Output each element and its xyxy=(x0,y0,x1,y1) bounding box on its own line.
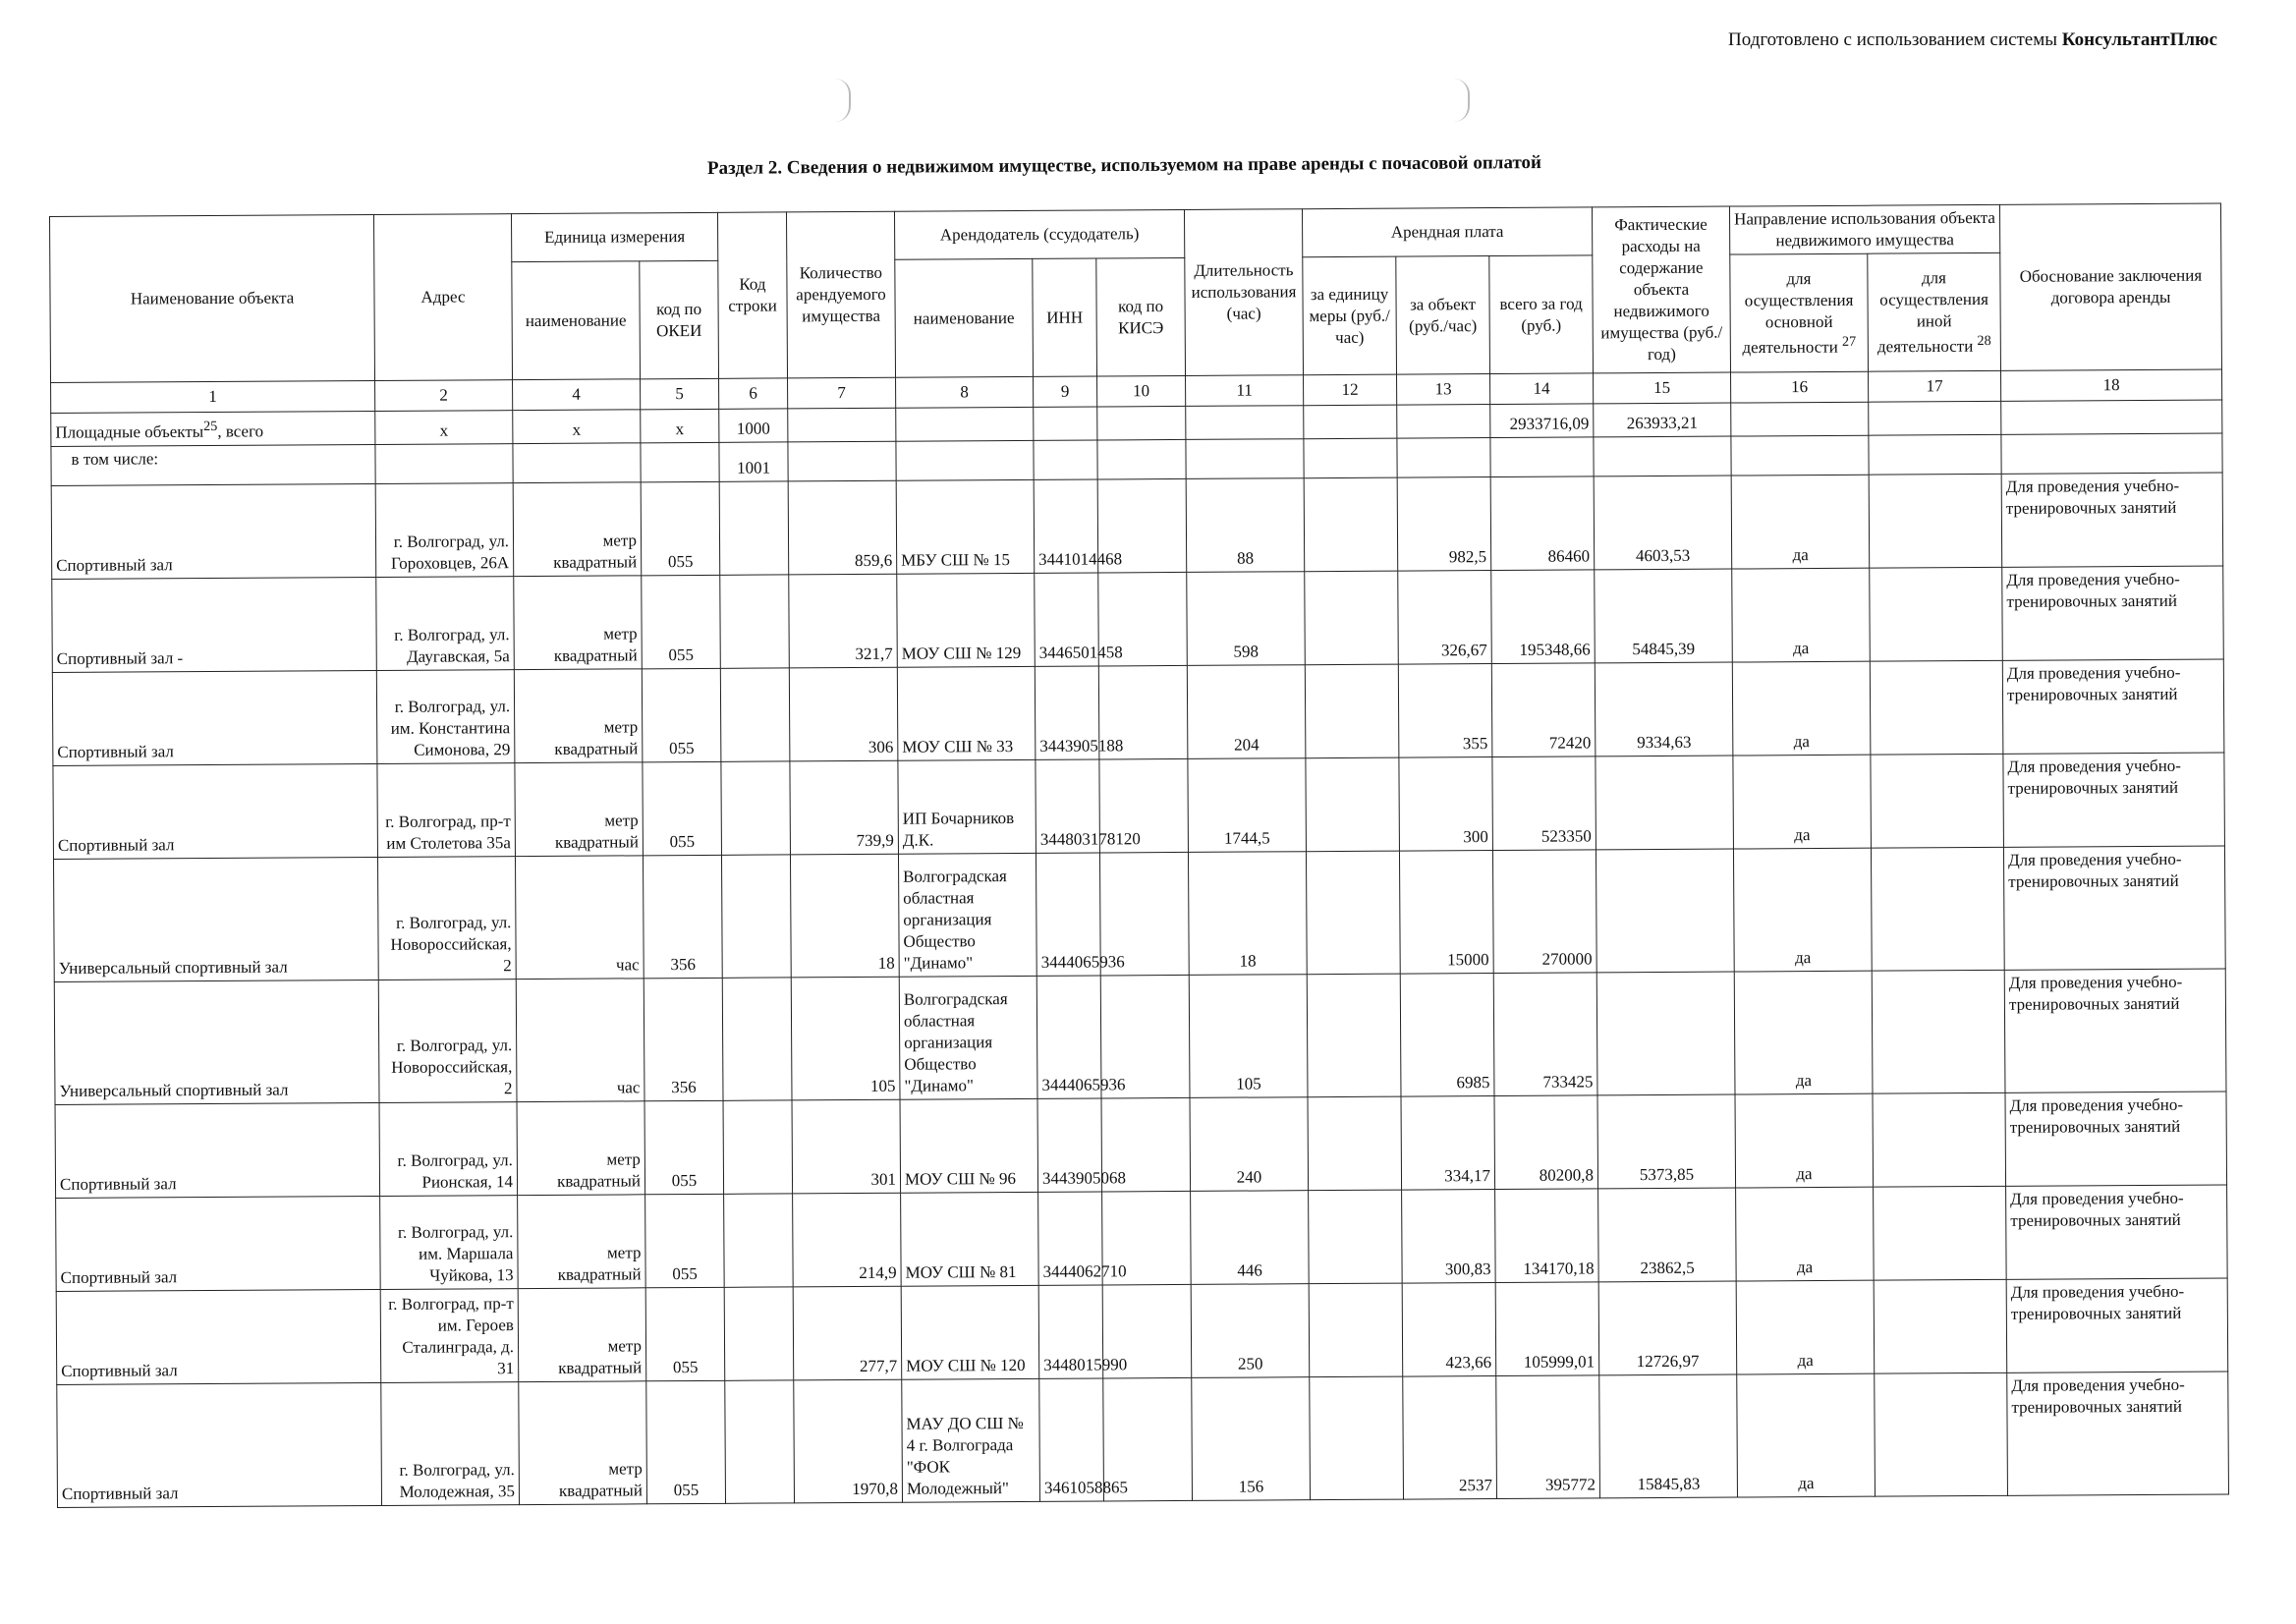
column-number: 16 xyxy=(1731,371,1869,403)
cell-row-code xyxy=(721,855,791,978)
cell-direction-other xyxy=(1870,661,2003,756)
cell-direction-main: да xyxy=(1735,1093,1874,1188)
cell-address: г. Волгоград, пр-т им Столетова 35а xyxy=(377,763,516,858)
cell-quantity: 739,9 xyxy=(790,760,899,855)
cell-rent-object: 334,17 xyxy=(1401,1096,1495,1191)
cell-lessor-inn: 3443905188 xyxy=(1035,666,1099,759)
cell-unit-name: метр квадратный xyxy=(514,576,643,670)
total-actual-costs: 263933,21 xyxy=(1594,403,1731,437)
col-direction-other-text: для осуществления иной деятельности xyxy=(1876,267,1988,357)
cell-direction-other xyxy=(1872,971,2005,1094)
cell-direction-main: да xyxy=(1732,661,1871,756)
cell-direction-main: да xyxy=(1731,475,1870,569)
cell-rent-year: 523350 xyxy=(1492,756,1596,851)
cell-lessor-inn: 3444062710 xyxy=(1038,1192,1103,1285)
col-row-code: Код строки xyxy=(717,212,787,379)
column-number: 18 xyxy=(2000,369,2221,401)
column-number: 17 xyxy=(1869,371,2001,403)
col-rent-unit: за единицу меры (руб./час) xyxy=(1303,256,1397,375)
column-number: 7 xyxy=(788,377,896,409)
binder-hole-mark xyxy=(1454,79,1470,122)
cell-name: Универсальный спортивный зал xyxy=(53,858,378,982)
column-number: 10 xyxy=(1097,376,1186,408)
rental-table xyxy=(49,202,2229,1508)
cell-name: Спортивный зал xyxy=(52,671,377,766)
cell-basis: Для проведения учебно-тренировочных занятий xyxy=(2006,1185,2228,1279)
cell-unit-name: метр квадратный xyxy=(517,1101,645,1196)
cell-basis: Для проведения учебно-тренировочных занятий xyxy=(2002,659,2224,754)
section-title: Раздел 2. Сведения о недвижимом имуществе, используемом на праве аренды с почасовой оплатой xyxy=(706,152,1542,179)
consultant-brand: КонсультантПлюс xyxy=(2061,29,2217,50)
cell-duration: 156 xyxy=(1192,1377,1311,1501)
cell-row-code xyxy=(722,978,792,1100)
col-address: Адрес xyxy=(373,214,512,381)
cell-actual-costs: 12726,97 xyxy=(1598,1281,1737,1375)
cell-direction-main: да xyxy=(1737,1373,1876,1497)
cell-address: г. Волгоград, ул. Молодежная, 35 xyxy=(381,1382,520,1506)
col-actual-costs: Фактические расходы на содержание объекта недвижимого имущества (руб./год) xyxy=(1592,206,1730,373)
col-unit: Единица измерения xyxy=(511,212,717,261)
cell-duration: 598 xyxy=(1187,572,1306,666)
cell-lessor-inn: 3443905068 xyxy=(1037,1098,1102,1192)
cell-name: Спортивный зал xyxy=(56,1290,381,1385)
cell-basis: Для проведения учебно-тренировочных занятий xyxy=(2006,1278,2228,1372)
cell-lessor-inn: 3444065936 xyxy=(1036,853,1100,976)
cell-quantity: 214,9 xyxy=(793,1193,902,1287)
table-row xyxy=(57,1372,2229,1507)
cell-quantity: 301 xyxy=(792,1099,901,1194)
cell-rent-unit xyxy=(1307,974,1401,1097)
cell-direction-main: да xyxy=(1733,755,1872,849)
col-direction-other xyxy=(1868,253,2001,372)
cell-row-code xyxy=(723,1100,793,1194)
total-name-suffix: , всего xyxy=(217,421,264,442)
cell-actual-costs: 23862,5 xyxy=(1598,1188,1737,1282)
cell-quantity: 1970,8 xyxy=(794,1379,903,1503)
cell-duration: 1744,5 xyxy=(1188,758,1307,853)
cell-direction-other xyxy=(1870,568,2003,662)
cell-direction-other xyxy=(1871,848,2004,972)
cell-rent-object: 2537 xyxy=(1403,1376,1497,1500)
cell-name: Спортивный зал xyxy=(55,1103,380,1199)
table-row xyxy=(53,846,2225,981)
cell-okei: 356 xyxy=(643,856,722,979)
cell-rent-unit xyxy=(1305,664,1399,758)
cell-name: Спортивный зал - xyxy=(52,578,377,673)
cell-direction-main: да xyxy=(1732,568,1871,662)
cell-actual-costs: 54845,39 xyxy=(1595,569,1733,663)
cell-address: г. Волгоград, ул. им. Константина Симонова, 29 xyxy=(376,670,515,764)
cell-rent-year: 86460 xyxy=(1490,476,1595,571)
cell-basis: Для проведения учебно-тренировочных занятий xyxy=(2003,753,2225,847)
table-row xyxy=(52,659,2224,765)
cell-row-code xyxy=(724,1194,794,1287)
cell-rent-year: 72420 xyxy=(1491,663,1596,757)
cell-unit-name: метр квадратный xyxy=(515,762,644,857)
table-row xyxy=(52,566,2224,672)
column-number: 5 xyxy=(641,379,719,410)
cell-quantity: 321,7 xyxy=(789,574,898,668)
col-lessor-name: наименование xyxy=(895,259,1034,378)
binder-hole-mark xyxy=(835,79,851,122)
col-rent-object: за объект (руб./час) xyxy=(1396,256,1490,375)
col-rent-year: всего за год (руб.) xyxy=(1489,255,1594,374)
cell-rent-year: 105999,01 xyxy=(1495,1282,1599,1376)
column-number: 9 xyxy=(1034,376,1097,407)
cell-basis: Для проведения учебно-тренировочных занятий xyxy=(2004,969,2226,1092)
col-lessor: Арендодатель (ссудодатель) xyxy=(894,209,1184,259)
col-lessor-inn: ИНН xyxy=(1033,258,1097,376)
cell-rent-object: 982,5 xyxy=(1397,477,1491,572)
total-unit-name: x xyxy=(513,410,641,444)
table-row xyxy=(51,473,2223,579)
cell-rent-object: 423,66 xyxy=(1402,1283,1496,1377)
column-number: 8 xyxy=(896,377,1034,409)
cell-lessor-name: МОУ СШ № 81 xyxy=(901,1193,1039,1287)
cell-okei: 055 xyxy=(642,576,721,669)
column-number: 6 xyxy=(719,378,788,409)
cell-quantity: 859,6 xyxy=(788,480,897,575)
cell-actual-costs xyxy=(1596,849,1734,973)
cell-address: г. Волгоград, ул. им. Маршала Чуйкова, 13 xyxy=(380,1196,519,1290)
cell-unit-name: метр квадратный xyxy=(514,669,643,763)
cell-okei: 055 xyxy=(645,1288,725,1381)
cell-address: г. Волгоград, пр-т им. Героев Сталинграда, д. 31 xyxy=(380,1289,519,1383)
total-address: x xyxy=(375,411,513,445)
cell-actual-costs: 9334,63 xyxy=(1595,662,1733,756)
cell-basis: Для проведения учебно-тренировочных занятий xyxy=(2003,846,2225,970)
cell-direction-other xyxy=(1875,1373,2008,1497)
total-rent-year: 2933716,09 xyxy=(1490,404,1594,438)
footnote-27: 27 xyxy=(1841,333,1857,350)
cell-lessor-inn: 3444065936 xyxy=(1036,976,1101,1098)
col-unit-name: наименование xyxy=(512,261,641,380)
cell-duration: 250 xyxy=(1191,1284,1310,1378)
col-direction-main xyxy=(1730,253,1869,372)
cell-row-code xyxy=(720,575,790,668)
cell-lessor-inn: 344803178120 xyxy=(1036,759,1100,853)
footnote-28: 28 xyxy=(1977,332,1991,349)
cell-rent-year: 395772 xyxy=(1496,1375,1600,1499)
column-number: 2 xyxy=(375,380,513,412)
including-label: в том числе: xyxy=(51,445,375,486)
cell-duration: 88 xyxy=(1186,478,1305,573)
table-row xyxy=(53,753,2225,859)
consultant-prefix: Подготовлено с использованием системы xyxy=(1728,29,2058,50)
cell-okei: 055 xyxy=(643,762,722,856)
cell-rent-object: 6985 xyxy=(1400,974,1494,1097)
col-object-name: Наименование объекта xyxy=(50,214,375,382)
cell-okei: 055 xyxy=(642,669,721,762)
cell-direction-other xyxy=(1871,755,2004,849)
cell-row-code xyxy=(724,1287,794,1380)
cell-lessor-name: Волгоградская областная организация Общество "Динамо" xyxy=(898,854,1036,978)
cell-row-code xyxy=(721,761,791,855)
table-row xyxy=(54,969,2226,1104)
cell-rent-year: 80200,8 xyxy=(1494,1095,1598,1190)
column-number: 15 xyxy=(1594,372,1731,404)
cell-actual-costs xyxy=(1596,756,1734,850)
cell-quantity: 105 xyxy=(791,977,900,1100)
cell-direction-other xyxy=(1874,1280,2007,1374)
cell-rent-unit xyxy=(1304,477,1398,572)
cell-okei: 055 xyxy=(644,1101,724,1195)
cell-unit-name: час xyxy=(515,856,644,980)
col-direction: Направление использования объекта недвижимого имущества xyxy=(1729,204,1999,254)
table-row xyxy=(56,1185,2228,1291)
cell-lessor-inn: 3446501458 xyxy=(1035,573,1099,666)
cell-quantity: 306 xyxy=(789,667,898,761)
cell-rent-year: 134170,18 xyxy=(1495,1189,1599,1283)
cell-lessor-name: МАУ ДО СШ № 4 г. Волгограда "ФОК Молодежный" xyxy=(902,1379,1040,1503)
consultant-header xyxy=(1728,29,2217,51)
cell-direction-other xyxy=(1873,1093,2006,1188)
cell-rent-unit xyxy=(1305,571,1399,665)
cell-okei: 055 xyxy=(645,1195,725,1288)
cell-actual-costs: 5373,85 xyxy=(1597,1094,1736,1189)
cell-rent-unit xyxy=(1310,1376,1404,1500)
total-name-text: Площадные объекты xyxy=(55,422,204,443)
cell-name: Спортивный зал xyxy=(53,764,378,860)
column-number: 14 xyxy=(1490,373,1594,405)
total-code: 1000 xyxy=(719,409,788,442)
cell-direction-main: да xyxy=(1736,1280,1875,1374)
column-number: 11 xyxy=(1186,375,1304,407)
cell-rent-object: 300 xyxy=(1399,757,1493,852)
column-number: 1 xyxy=(51,381,375,414)
table-row xyxy=(55,1092,2227,1198)
cell-name: Спортивный зал xyxy=(57,1383,382,1508)
col-direction-main-text: для осуществления основной деятельности xyxy=(1742,268,1854,358)
cell-actual-costs xyxy=(1596,972,1735,1095)
column-number: 4 xyxy=(513,379,641,411)
cell-direction-other xyxy=(1869,475,2002,569)
cell-address: г. Волгоград, ул. Новороссийская, 2 xyxy=(378,980,517,1103)
cell-rent-year: 733425 xyxy=(1493,973,1597,1096)
cell-direction-main: да xyxy=(1734,971,1873,1094)
cell-rent-object: 355 xyxy=(1398,664,1492,758)
cell-row-code xyxy=(719,481,789,575)
cell-lessor-name: Волгоградская областная организация Общество "Динамо" xyxy=(899,977,1037,1100)
cell-basis: Для проведения учебно-тренировочных занятий xyxy=(2005,1092,2227,1186)
cell-basis: Для проведения учебно-тренировочных занятий xyxy=(2007,1372,2229,1495)
cell-direction-main: да xyxy=(1736,1187,1875,1281)
cell-lessor-name: ИП Бочарников Д.К. xyxy=(898,760,1036,855)
cell-basis: Для проведения учебно-тренировочных занятий xyxy=(2002,566,2224,660)
cell-lessor-name: МОУ СШ № 129 xyxy=(897,574,1036,668)
cell-rent-unit xyxy=(1309,1283,1403,1377)
cell-actual-costs: 15845,83 xyxy=(1599,1374,1738,1498)
cell-lessor-inn: 3441014468 xyxy=(1034,479,1098,573)
cell-row-code xyxy=(720,668,790,761)
cell-quantity: 18 xyxy=(790,854,899,978)
cell-rent-object: 326,67 xyxy=(1398,571,1492,665)
cell-rent-object: 300,83 xyxy=(1402,1190,1496,1284)
cell-unit-name: час xyxy=(516,979,644,1102)
cell-rent-object: 15000 xyxy=(1399,851,1493,975)
cell-okei: 055 xyxy=(646,1381,726,1504)
cell-lessor-name: МОУ СШ № 120 xyxy=(901,1286,1039,1380)
cell-okei: 055 xyxy=(641,482,720,576)
footnote-25: 25 xyxy=(203,419,218,435)
cell-rent-year: 270000 xyxy=(1492,850,1596,974)
cell-row-code xyxy=(725,1380,795,1503)
cell-name: Спортивный зал xyxy=(51,484,376,580)
cell-basis: Для проведения учебно-тренировочных занятий xyxy=(2001,473,2223,567)
cell-direction-other xyxy=(1874,1187,2007,1281)
col-rent: Арендная плата xyxy=(1302,207,1592,257)
cell-rent-year: 195348,66 xyxy=(1491,570,1596,664)
cell-duration: 240 xyxy=(1190,1097,1309,1192)
cell-okei: 356 xyxy=(644,979,723,1101)
table-header xyxy=(50,203,2222,414)
cell-address: г. Волгоград, ул. Рионская, 14 xyxy=(379,1102,518,1197)
col-basis: Обоснование заключения договора аренды xyxy=(1999,203,2221,371)
cell-unit-name: метр квадратный xyxy=(519,1381,647,1505)
cell-address: г. Волгоград, ул. Новороссийская, 2 xyxy=(377,857,516,980)
cell-unit-name: метр квадратный xyxy=(518,1195,646,1289)
cell-lessor-inn: 3448015990 xyxy=(1038,1285,1103,1378)
col-lessor-kise: код по КИСЭ xyxy=(1096,258,1186,377)
cell-rent-unit xyxy=(1306,757,1400,852)
cell-duration: 204 xyxy=(1187,665,1306,759)
cell-duration: 105 xyxy=(1189,975,1308,1098)
cell-actual-costs: 4603,53 xyxy=(1594,476,1732,570)
total-okei: x xyxy=(641,410,719,443)
column-number: 13 xyxy=(1397,374,1490,406)
cell-name: Спортивный зал xyxy=(56,1197,381,1292)
cell-rent-unit xyxy=(1309,1190,1403,1284)
col-unit-okei: код по ОКЕИ xyxy=(640,261,719,379)
total-row-name xyxy=(51,412,375,447)
table-body xyxy=(51,400,2229,1507)
cell-quantity: 277,7 xyxy=(793,1286,902,1380)
col-quantity: Количество арендуемого имущества xyxy=(786,211,895,378)
cell-duration: 18 xyxy=(1188,852,1307,976)
cell-rent-unit xyxy=(1308,1096,1402,1191)
cell-lessor-inn: 3461058865 xyxy=(1039,1378,1104,1501)
cell-lessor-name: МОУ СШ № 96 xyxy=(900,1099,1038,1194)
cell-rent-unit xyxy=(1306,851,1400,975)
table-row xyxy=(56,1278,2228,1384)
cell-address: г. Волгоград, ул. Гороховцев, 26А xyxy=(375,483,514,578)
cell-unit-name: метр квадратный xyxy=(513,482,642,577)
col-duration: Длительность использования (час) xyxy=(1184,209,1303,376)
cell-lessor-name: МБУ СШ № 15 xyxy=(896,480,1035,575)
cell-duration: 446 xyxy=(1191,1191,1310,1285)
cell-name: Универсальный спортивный зал xyxy=(54,980,379,1105)
cell-direction-main: да xyxy=(1733,848,1872,972)
including-code: 1001 xyxy=(719,442,788,481)
cell-address: г. Волгоград, ул. Даугавская, 5а xyxy=(376,577,515,671)
cell-lessor-name: МОУ СШ № 33 xyxy=(897,667,1036,761)
column-number: 12 xyxy=(1304,374,1397,406)
cell-unit-name: метр квадратный xyxy=(518,1288,646,1382)
